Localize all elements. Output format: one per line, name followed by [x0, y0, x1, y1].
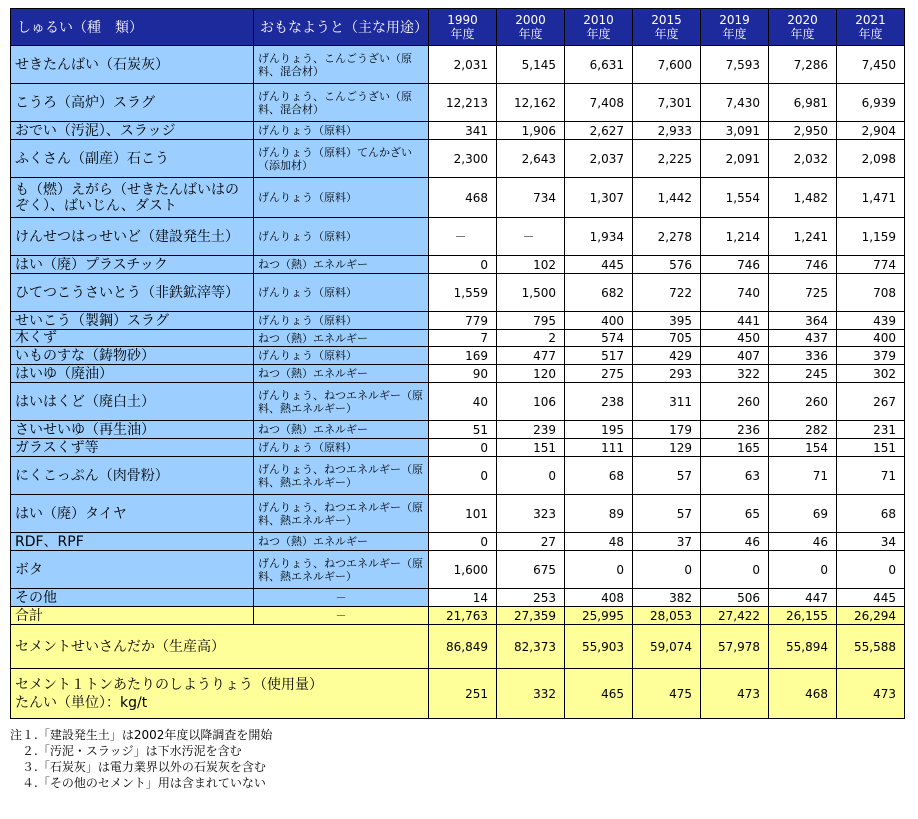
value-cell: 12,162 [497, 84, 565, 122]
table-row [11, 218, 905, 256]
production-label: セメントせいさんだか（生産高） [11, 625, 429, 669]
value-cell: 28,053 [633, 607, 701, 625]
value-cell: 311 [633, 383, 701, 421]
table-row [11, 330, 905, 347]
value-cell: 7 [429, 330, 497, 347]
row-name: 木くず [11, 330, 254, 347]
value-cell: 2,091 [701, 140, 769, 178]
value-cell: 1,241 [769, 218, 837, 256]
row-use: げんりょう（原料） [254, 312, 429, 330]
value-cell: 774 [837, 256, 905, 274]
value-cell: 2 [497, 330, 565, 347]
value-cell: 239 [497, 421, 565, 439]
value-cell: 25,995 [565, 607, 633, 625]
value-cell: 400 [565, 312, 633, 330]
value-cell: 574 [565, 330, 633, 347]
row-use: げんりょう、ねつエネルギー（原料、熱エネルギー） [254, 495, 429, 533]
table-row [11, 312, 905, 330]
row-use: ねつ（熱）エネルギー [254, 533, 429, 551]
value-cell: 722 [633, 274, 701, 312]
footnotes [10, 727, 272, 791]
value-cell: 2,278 [633, 218, 701, 256]
table-row [11, 256, 905, 274]
value-cell: 68 [565, 457, 633, 495]
value-cell: 251 [429, 669, 497, 719]
value-cell: 2,627 [565, 122, 633, 140]
value-cell: 151 [497, 439, 565, 457]
row-use: げんりょう（原料） [254, 347, 429, 365]
value-cell: 3,091 [701, 122, 769, 140]
header-year-1990: 1990 年度 [429, 9, 497, 46]
value-cell: 55,894 [769, 625, 837, 669]
value-cell: 27 [497, 533, 565, 551]
table-body [11, 46, 905, 719]
value-cell: 51 [429, 421, 497, 439]
value-cell: 465 [565, 669, 633, 719]
value-cell: 576 [633, 256, 701, 274]
value-cell: 1,906 [497, 122, 565, 140]
value-cell: 473 [837, 669, 905, 719]
value-cell: 341 [429, 122, 497, 140]
value-cell: 7,593 [701, 46, 769, 84]
value-cell: 779 [429, 312, 497, 330]
value-cell: 437 [769, 330, 837, 347]
table-row [11, 495, 905, 533]
table-row [11, 589, 905, 607]
value-cell: 21,763 [429, 607, 497, 625]
value-cell: 407 [701, 347, 769, 365]
usage-label-line1: セメント１トンあたりのしようりょう（使用量） [15, 676, 323, 693]
value-cell: 195 [565, 421, 633, 439]
value-cell: 517 [565, 347, 633, 365]
value-cell: 2,225 [633, 140, 701, 178]
value-cell: 7,600 [633, 46, 701, 84]
row-name: せきたんばい（石炭灰） [11, 46, 254, 84]
value-cell: 395 [633, 312, 701, 330]
row-name: ふくさん（副産）石こう [11, 140, 254, 178]
row-name: はい（廃）プラスチック [11, 256, 254, 274]
header-type: しゅるい（種 類） [11, 9, 254, 46]
value-cell: 89 [565, 495, 633, 533]
value-cell: 2,031 [429, 46, 497, 84]
header-year-2020: 2020 年度 [769, 9, 837, 46]
value-cell: 46 [769, 533, 837, 551]
value-cell: 111 [565, 439, 633, 457]
row-name: はいはくど（廃白土） [11, 383, 254, 421]
value-cell: 1,559 [429, 274, 497, 312]
row-name: さいせいゆ（再生油） [11, 421, 254, 439]
value-cell: 477 [497, 347, 565, 365]
cement-waste-usage-table [10, 8, 905, 719]
value-cell: 675 [497, 551, 565, 589]
value-cell: 179 [633, 421, 701, 439]
header-year-2000: 2000 年度 [497, 9, 565, 46]
value-cell: 231 [837, 421, 905, 439]
value-cell: 382 [633, 589, 701, 607]
value-cell: 1,500 [497, 274, 565, 312]
row-name: ボタ [11, 551, 254, 589]
value-cell: 48 [565, 533, 633, 551]
value-cell: 5,145 [497, 46, 565, 84]
value-cell: 65 [701, 495, 769, 533]
row-name: ひてつこうさいとう（非鉄鉱滓等） [11, 274, 254, 312]
total-label: 合計 [11, 607, 254, 625]
value-cell: 6,631 [565, 46, 633, 84]
row-use: げんりょう（原料） [254, 218, 429, 256]
usage-row [11, 669, 905, 719]
header-year-2010: 2010 年度 [565, 9, 633, 46]
row-use: ねつ（熱）エネルギー [254, 365, 429, 383]
value-cell: 379 [837, 347, 905, 365]
value-cell: 725 [769, 274, 837, 312]
table-row [11, 178, 905, 218]
value-cell: 705 [633, 330, 701, 347]
table-row [11, 421, 905, 439]
value-cell: 408 [565, 589, 633, 607]
value-cell: 2,950 [769, 122, 837, 140]
footnote: ４.「その他のセメント」用は含まれていない [10, 776, 266, 790]
value-cell: 2,643 [497, 140, 565, 178]
value-cell: 106 [497, 383, 565, 421]
value-cell: 332 [497, 669, 565, 719]
table-row [11, 457, 905, 495]
value-cell: 253 [497, 589, 565, 607]
value-cell: 302 [837, 365, 905, 383]
value-cell: 0 [429, 533, 497, 551]
value-cell: 429 [633, 347, 701, 365]
table-row [11, 365, 905, 383]
row-use: げんりょう（原料） [254, 122, 429, 140]
production-row [11, 625, 905, 669]
value-cell: 6,939 [837, 84, 905, 122]
value-cell: 1,471 [837, 178, 905, 218]
value-cell: 2,933 [633, 122, 701, 140]
value-cell: 57 [633, 495, 701, 533]
value-cell: 238 [565, 383, 633, 421]
row-name: こうろ（高炉）スラグ [11, 84, 254, 122]
row-name: RDF、RPF [11, 533, 254, 551]
value-cell: 439 [837, 312, 905, 330]
value-cell: 90 [429, 365, 497, 383]
row-use: げんりょう、こんごうざい（原料、混合材） [254, 84, 429, 122]
value-cell: 55,588 [837, 625, 905, 669]
header-year-2015: 2015 年度 [633, 9, 701, 46]
value-cell: 0 [429, 457, 497, 495]
total-use: － [254, 607, 429, 625]
value-cell: 400 [837, 330, 905, 347]
table-row [11, 551, 905, 589]
row-use: げんりょう、ねつエネルギー（原料、熱エネルギー） [254, 551, 429, 589]
value-cell: 245 [769, 365, 837, 383]
footnote: 注１.「建設発生土」は2002年度以降調査を開始 [10, 728, 273, 742]
value-cell: 0 [497, 457, 565, 495]
value-cell: 0 [429, 256, 497, 274]
value-cell: 12,213 [429, 84, 497, 122]
value-cell: 6,981 [769, 84, 837, 122]
value-cell: 102 [497, 256, 565, 274]
value-cell: 1,934 [565, 218, 633, 256]
value-cell: 260 [701, 383, 769, 421]
row-use: ねつ（熱）エネルギー [254, 256, 429, 274]
value-cell: 46 [701, 533, 769, 551]
value-cell: 59,074 [633, 625, 701, 669]
row-use: げんりょう、ねつエネルギー（原料、熱エネルギー） [254, 457, 429, 495]
value-cell: 364 [769, 312, 837, 330]
value-cell: 7,286 [769, 46, 837, 84]
value-cell: 2,037 [565, 140, 633, 178]
value-cell: 55,903 [565, 625, 633, 669]
value-cell: 468 [769, 669, 837, 719]
usage-label-line2: たんい（単位）：kg/t [15, 694, 148, 711]
row-use: ねつ（熱）エネルギー [254, 421, 429, 439]
value-cell: 0 [769, 551, 837, 589]
row-use: げんりょう（原料） [254, 439, 429, 457]
value-cell: 101 [429, 495, 497, 533]
value-cell: 441 [701, 312, 769, 330]
value-cell: 795 [497, 312, 565, 330]
row-name: も（燃）えがら（せきたんばいはのぞく）、ばいじん、ダスト [11, 178, 254, 218]
header-year-2019: 2019 年度 [701, 9, 769, 46]
row-name: おでい（汚泥）、スラッジ [11, 122, 254, 140]
footnote: ２.「汚泥・スラッジ」は下水汚泥を含む [10, 744, 242, 758]
value-cell: 129 [633, 439, 701, 457]
usage-label [11, 669, 429, 719]
value-cell: 275 [565, 365, 633, 383]
value-cell: 236 [701, 421, 769, 439]
row-use: ねつ（熱）エネルギー [254, 330, 429, 347]
row-use: げんりょう、こんごうざい（原料、混合材） [254, 46, 429, 84]
value-cell: 2,300 [429, 140, 497, 178]
value-cell: 37 [633, 533, 701, 551]
value-cell: 69 [769, 495, 837, 533]
footnote: ３.「石炭灰」は電力業界以外の石炭灰を含む [10, 760, 266, 774]
value-cell: 682 [565, 274, 633, 312]
value-cell: 2,098 [837, 140, 905, 178]
value-cell: 1,482 [769, 178, 837, 218]
value-cell: 746 [769, 256, 837, 274]
value-cell: 7,301 [633, 84, 701, 122]
value-cell: 293 [633, 365, 701, 383]
value-cell: 57 [633, 457, 701, 495]
table-row [11, 140, 905, 178]
value-cell: 445 [565, 256, 633, 274]
value-cell: － [497, 218, 565, 256]
value-cell: 323 [497, 495, 565, 533]
value-cell: 468 [429, 178, 497, 218]
table-row [11, 46, 905, 84]
row-name: いものすな（鋳物砂） [11, 347, 254, 365]
value-cell: 82,373 [497, 625, 565, 669]
row-name: にくこっぷん（肉骨粉） [11, 457, 254, 495]
value-cell: 734 [497, 178, 565, 218]
table-row [11, 84, 905, 122]
row-use: げんりょう（原料） [254, 178, 429, 218]
value-cell: － [429, 218, 497, 256]
row-use: げんりょう、ねつエネルギー（原料、熱エネルギー） [254, 383, 429, 421]
value-cell: 63 [701, 457, 769, 495]
value-cell: 506 [701, 589, 769, 607]
value-cell: 7,408 [565, 84, 633, 122]
value-cell: 260 [769, 383, 837, 421]
value-cell: 151 [837, 439, 905, 457]
value-cell: 1,307 [565, 178, 633, 218]
row-use: － [254, 589, 429, 607]
value-cell: 120 [497, 365, 565, 383]
table-row [11, 439, 905, 457]
value-cell: 71 [769, 457, 837, 495]
value-cell: 450 [701, 330, 769, 347]
value-cell: 0 [701, 551, 769, 589]
value-cell: 7,450 [837, 46, 905, 84]
value-cell: 26,155 [769, 607, 837, 625]
value-cell: 0 [837, 551, 905, 589]
table-row [11, 122, 905, 140]
value-cell: 282 [769, 421, 837, 439]
value-cell: 2,904 [837, 122, 905, 140]
value-cell: 86,849 [429, 625, 497, 669]
value-cell: 746 [701, 256, 769, 274]
table-row [11, 274, 905, 312]
value-cell: 0 [565, 551, 633, 589]
row-name: その他 [11, 589, 254, 607]
value-cell: 447 [769, 589, 837, 607]
value-cell: 154 [769, 439, 837, 457]
value-cell: 1,554 [701, 178, 769, 218]
value-cell: 57,978 [701, 625, 769, 669]
row-name: せいこう（製鋼）スラグ [11, 312, 254, 330]
total-row [11, 607, 905, 625]
value-cell: 40 [429, 383, 497, 421]
value-cell: 26,294 [837, 607, 905, 625]
value-cell: 1,214 [701, 218, 769, 256]
value-cell: 14 [429, 589, 497, 607]
value-cell: 71 [837, 457, 905, 495]
value-cell: 445 [837, 589, 905, 607]
value-cell: 0 [429, 439, 497, 457]
value-cell: 1,159 [837, 218, 905, 256]
value-cell: 473 [701, 669, 769, 719]
value-cell: 475 [633, 669, 701, 719]
header-row [11, 9, 905, 46]
value-cell: 165 [701, 439, 769, 457]
table-row [11, 383, 905, 421]
header-use: おもなようと（主な用途） [254, 9, 429, 46]
value-cell: 336 [769, 347, 837, 365]
row-name: はいゆ（廃油） [11, 365, 254, 383]
value-cell: 27,422 [701, 607, 769, 625]
value-cell: 7,430 [701, 84, 769, 122]
value-cell: 1,600 [429, 551, 497, 589]
value-cell: 322 [701, 365, 769, 383]
header-year-2021: 2021 年度 [837, 9, 905, 46]
table-row [11, 533, 905, 551]
value-cell: 0 [633, 551, 701, 589]
value-cell: 740 [701, 274, 769, 312]
row-name: ガラスくず等 [11, 439, 254, 457]
value-cell: 68 [837, 495, 905, 533]
value-cell: 1,442 [633, 178, 701, 218]
row-name: はい（廃）タイヤ [11, 495, 254, 533]
row-use: げんりょう（原料） [254, 274, 429, 312]
value-cell: 267 [837, 383, 905, 421]
value-cell: 708 [837, 274, 905, 312]
row-name: けんせつはっせいど（建設発生土） [11, 218, 254, 256]
value-cell: 27,359 [497, 607, 565, 625]
table-row [11, 347, 905, 365]
value-cell: 34 [837, 533, 905, 551]
row-use: げんりょう（原料）てんかざい（添加材） [254, 140, 429, 178]
value-cell: 169 [429, 347, 497, 365]
value-cell: 2,032 [769, 140, 837, 178]
